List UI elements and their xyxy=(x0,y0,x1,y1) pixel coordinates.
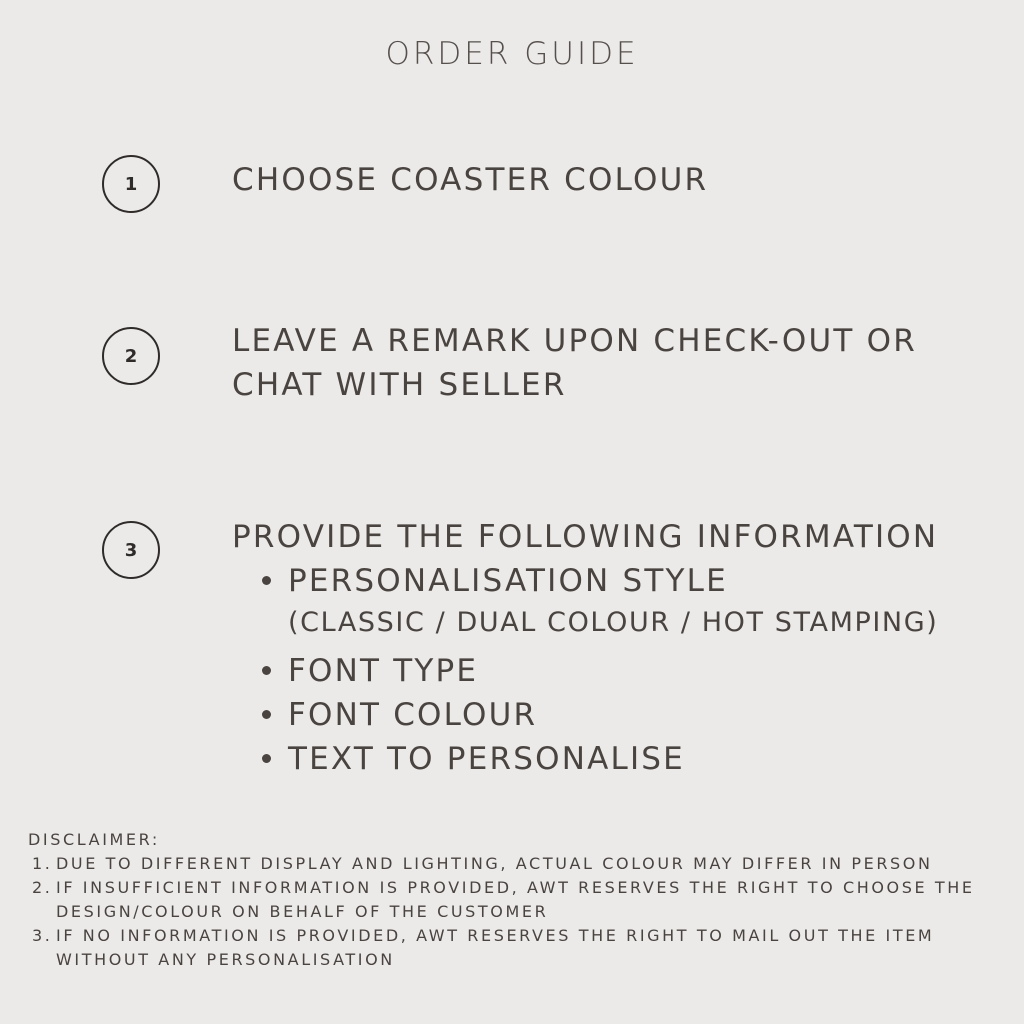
step-2-number-badge: 2 xyxy=(102,327,160,385)
step-3-number-badge: 3 xyxy=(102,521,160,579)
disclaimer-item-number: 1. xyxy=(32,854,53,873)
step-3-line-1: PROVIDE THE FOLLOWING INFORMATION xyxy=(232,519,939,555)
disclaimer-item-line: DESIGN/COLOUR ON BEHALF OF THE CUSTOMER xyxy=(56,902,549,921)
bullet-dot-icon xyxy=(262,666,271,675)
disclaimer-list xyxy=(28,852,975,972)
bullet-dot-icon xyxy=(262,576,271,585)
disclaimer-item-line: DUE TO DIFFERENT DISPLAY AND LIGHTING, ACTUAL COLOUR MAY DIFFER IN PERSON xyxy=(56,854,933,873)
bullet-item-text-to-personalise xyxy=(258,737,938,781)
disclaimer-item-1 xyxy=(28,852,975,876)
disclaimer-item-3 xyxy=(28,924,975,972)
bullet-item-font-type xyxy=(258,649,938,693)
bullet-item-font-colour xyxy=(258,693,938,737)
disclaimer-item-line: IF INSUFFICIENT INFORMATION IS PROVIDED, AWT RESERVES THE RIGHT TO CHOOSE THE xyxy=(56,878,975,897)
page-title: ORDER GUIDE xyxy=(385,36,639,72)
step-1-text xyxy=(232,158,708,202)
disclaimer-item-number: 2. xyxy=(32,878,53,897)
bullet-sublabel: (CLASSIC / DUAL COLOUR / HOT STAMPING) xyxy=(288,607,939,638)
bullet-label: FONT TYPE xyxy=(288,653,479,689)
step-1-line-1: CHOOSE COASTER COLOUR xyxy=(232,162,709,198)
bullet-label: PERSONALISATION STYLE xyxy=(288,563,728,599)
bullet-dot-icon xyxy=(262,754,271,763)
step-1-number-badge: 1 xyxy=(102,155,160,213)
step-2-text xyxy=(232,319,917,407)
bullet-label: FONT COLOUR xyxy=(288,697,538,733)
disclaimer-item-number: 3. xyxy=(32,926,53,945)
step-2-line-2: CHAT WITH SELLER xyxy=(232,367,567,403)
disclaimer-item-2 xyxy=(28,876,975,924)
disclaimer-section xyxy=(28,828,975,972)
step-3-text xyxy=(232,515,938,559)
bullet-item-personalisation-style xyxy=(258,559,938,649)
step-3-bullet-list xyxy=(258,559,938,781)
disclaimer-heading: DISCLAIMER: xyxy=(28,830,160,849)
disclaimer-item-line: IF NO INFORMATION IS PROVIDED, AWT RESERVES THE RIGHT TO MAIL OUT THE ITEM xyxy=(56,926,935,945)
bullet-dot-icon xyxy=(262,710,271,719)
disclaimer-item-line: WITHOUT ANY PERSONALISATION xyxy=(56,950,395,969)
step-2-line-1: LEAVE A REMARK UPON CHECK-OUT OR xyxy=(232,323,917,359)
bullet-label: TEXT TO PERSONALISE xyxy=(288,741,685,777)
